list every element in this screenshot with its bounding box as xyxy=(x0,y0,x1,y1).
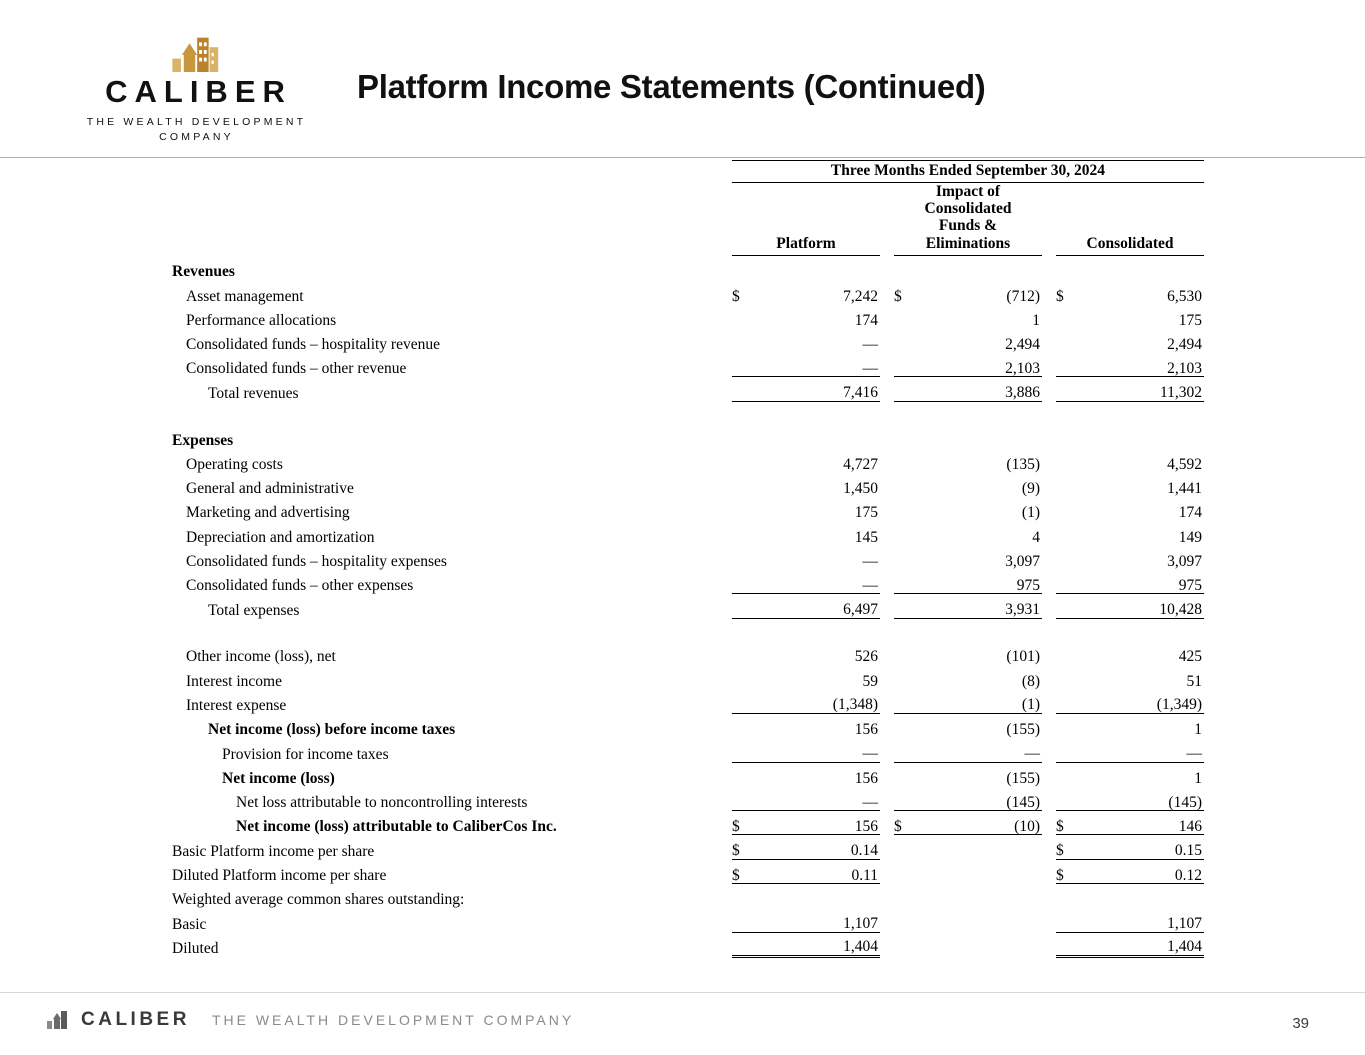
value-impact xyxy=(914,908,1042,932)
empty-cell xyxy=(894,521,914,545)
empty-cell xyxy=(1056,472,1076,496)
value-consolidated: 2,494 xyxy=(1167,336,1202,354)
empty-cell xyxy=(1042,908,1056,932)
value-platform: 526 xyxy=(854,648,878,666)
empty-cell xyxy=(880,762,894,786)
empty-cell xyxy=(1056,353,1076,377)
value-platform: 1,107 xyxy=(752,908,880,932)
value-impact: 2,103 xyxy=(914,353,1042,377)
empty-cell xyxy=(1056,497,1076,521)
empty-cell xyxy=(1042,689,1056,713)
value-impact: — xyxy=(914,738,1042,762)
row-label: Depreciation and amortization xyxy=(186,528,375,546)
empty-cell xyxy=(1056,594,1076,618)
value-platform: 0.14 xyxy=(752,835,880,859)
value-impact: (8) xyxy=(1021,672,1040,690)
empty-cell xyxy=(1056,689,1076,713)
value-platform: — xyxy=(752,786,880,810)
financial-table-container xyxy=(0,160,1365,993)
empty-cell xyxy=(1056,665,1076,689)
row-label: Consolidated funds – hospitality expenses xyxy=(186,553,447,570)
empty-cell xyxy=(1042,448,1056,472)
value-platform: 1,450 xyxy=(843,480,878,498)
empty-cell xyxy=(1042,762,1056,786)
column-header-impact-line3: Funds & xyxy=(938,217,998,235)
value-consolidated: (1,349) xyxy=(1076,689,1204,713)
empty-cell xyxy=(880,570,894,594)
value-impact: 3,886 xyxy=(914,377,1042,401)
value-consolidated: 3,097 xyxy=(1167,553,1202,570)
spacer-row xyxy=(172,401,1204,424)
value-consolidated: 10,428 xyxy=(1076,594,1204,618)
value-platform: — xyxy=(752,570,880,594)
empty-cell xyxy=(880,521,894,545)
empty-cell xyxy=(894,908,914,932)
table-row xyxy=(172,353,1204,377)
table-row-total xyxy=(172,377,1204,401)
row-label: Total revenues xyxy=(208,384,299,402)
empty-cell xyxy=(732,762,752,786)
value-platform: (1,348) xyxy=(752,689,880,713)
section-title-expenses: Expenses xyxy=(172,431,234,449)
empty-cell xyxy=(1042,280,1056,304)
empty-cell xyxy=(1042,328,1056,352)
empty-cell xyxy=(732,665,752,689)
value-consolidated: 175 xyxy=(1178,311,1202,329)
empty-cell xyxy=(1042,786,1056,810)
empty-cell xyxy=(880,908,894,932)
footer-branding xyxy=(45,1009,574,1031)
empty-cell xyxy=(880,665,894,689)
empty-cell xyxy=(880,835,894,859)
table-row-subtotal xyxy=(172,713,1204,737)
table-column-header-row xyxy=(172,182,1204,255)
empty-cell xyxy=(880,786,894,810)
value-consolidated: — xyxy=(1076,738,1204,762)
value-consolidated: 1 xyxy=(1194,769,1202,787)
empty-cell xyxy=(1042,497,1056,521)
empty-cell xyxy=(1056,738,1076,762)
value-impact: 1 xyxy=(1032,311,1040,329)
empty-cell xyxy=(1042,835,1056,859)
empty-cell xyxy=(880,738,894,762)
value-platform: — xyxy=(752,738,880,762)
row-label: Net loss attributable to noncontrolling interests xyxy=(236,794,528,812)
footer-brand: CALIBER xyxy=(81,1009,190,1030)
row-label: Diluted Platform income per share xyxy=(172,867,387,885)
empty-cell xyxy=(880,545,894,569)
empty-cell xyxy=(880,811,894,835)
empty-cell xyxy=(732,304,752,328)
value-platform: 156 xyxy=(854,769,878,787)
empty-cell xyxy=(732,353,752,377)
empty-cell xyxy=(894,353,914,377)
empty-cell xyxy=(894,786,914,810)
logo-wordmark: CALIBER xyxy=(105,74,292,109)
table-row xyxy=(172,786,1204,810)
empty-cell xyxy=(732,786,752,810)
spacer-row xyxy=(172,618,1204,641)
empty-cell xyxy=(1056,304,1076,328)
empty-cell xyxy=(880,641,894,665)
empty-cell xyxy=(1056,932,1076,956)
empty-cell xyxy=(1042,521,1056,545)
empty-cell xyxy=(732,594,752,618)
empty-cell xyxy=(894,713,914,737)
value-platform: 145 xyxy=(854,528,878,546)
value-consolidated: 149 xyxy=(1178,528,1202,546)
table-row xyxy=(172,448,1204,472)
empty-cell xyxy=(1042,472,1056,496)
empty-cell xyxy=(732,932,752,956)
empty-cell xyxy=(1056,545,1076,569)
empty-cell xyxy=(732,570,752,594)
row-label: Net income (loss) attributable to CaliberCos Inc. xyxy=(236,818,557,836)
value-platform: 175 xyxy=(854,504,878,522)
empty-cell xyxy=(1042,545,1056,569)
table-row xyxy=(172,280,1204,304)
empty-cell xyxy=(1056,570,1076,594)
empty-cell xyxy=(894,932,914,956)
row-label: Provision for income taxes xyxy=(222,745,389,763)
row-label: Net income (loss) xyxy=(222,769,335,787)
value-platform: — xyxy=(862,336,878,354)
value-impact xyxy=(914,932,1042,956)
empty-cell xyxy=(894,448,914,472)
table-row xyxy=(172,859,1204,883)
empty-cell xyxy=(1042,665,1056,689)
value-platform: 174 xyxy=(854,311,878,329)
empty-cell xyxy=(732,689,752,713)
empty-cell xyxy=(880,932,894,956)
empty-cell xyxy=(1056,377,1076,401)
empty-cell xyxy=(894,570,914,594)
building-logo-icon xyxy=(45,1010,71,1030)
empty-cell xyxy=(172,161,732,183)
table-row xyxy=(172,328,1204,352)
section-header-expenses xyxy=(172,424,1204,448)
currency-symbol: $ xyxy=(1056,811,1076,835)
empty-cell xyxy=(1042,182,1056,255)
row-label: Weighted average common shares outstanding: xyxy=(172,891,465,909)
column-header-impact-line2: Consolidated xyxy=(924,199,1012,217)
currency-symbol: $ xyxy=(732,811,752,835)
empty-cell xyxy=(1042,377,1056,401)
value-consolidated: 0.12 xyxy=(1076,859,1204,883)
value-consolidated: 2,103 xyxy=(1076,353,1204,377)
empty-cell xyxy=(894,641,914,665)
page-number: 39 xyxy=(1292,1015,1309,1032)
value-consolidated: 0.15 xyxy=(1076,835,1204,859)
value-impact: (145) xyxy=(914,786,1042,810)
currency-symbol: $ xyxy=(732,287,740,305)
row-label: Other income (loss), net xyxy=(186,648,336,666)
table-row xyxy=(172,932,1204,956)
value-impact: (1) xyxy=(1021,504,1040,522)
empty-cell xyxy=(732,255,1204,279)
value-impact xyxy=(914,859,1042,883)
empty-cell xyxy=(732,641,752,665)
empty-cell xyxy=(894,497,914,521)
value-impact: (9) xyxy=(1021,480,1040,498)
currency-symbol: $ xyxy=(1056,287,1064,305)
value-platform: 1,404 xyxy=(752,932,880,956)
currency-symbol: $ xyxy=(732,835,752,859)
value-impact: 3,097 xyxy=(1005,553,1040,570)
value-consolidated: (145) xyxy=(1076,786,1204,810)
value-platform: 156 xyxy=(854,721,878,739)
empty-cell xyxy=(1042,713,1056,737)
value-impact: (10) xyxy=(914,811,1042,835)
table-row xyxy=(172,545,1204,569)
empty-cell xyxy=(894,328,914,352)
table-row xyxy=(172,497,1204,521)
empty-cell xyxy=(732,521,752,545)
empty-cell xyxy=(732,884,1204,908)
row-label: Interest income xyxy=(186,672,282,690)
empty-cell xyxy=(1056,762,1076,786)
column-header-platform: Platform xyxy=(732,182,880,255)
empty-cell xyxy=(1056,908,1076,932)
footer-tagline: THE WEALTH DEVELOPMENT COMPANY xyxy=(211,1012,575,1028)
empty-cell xyxy=(732,497,752,521)
row-label: Operating costs xyxy=(186,455,283,473)
empty-cell xyxy=(732,328,752,352)
value-consolidated: 1,107 xyxy=(1076,908,1204,932)
value-impact: 975 xyxy=(914,570,1042,594)
row-label: Performance allocations xyxy=(186,311,337,329)
logo-tagline-line2: COMPANY xyxy=(159,131,234,143)
empty-cell xyxy=(1042,738,1056,762)
empty-cell xyxy=(894,304,914,328)
empty-cell xyxy=(894,665,914,689)
value-impact: (1) xyxy=(914,689,1042,713)
empty-cell xyxy=(880,497,894,521)
value-consolidated: 6,530 xyxy=(1167,287,1202,305)
empty-cell xyxy=(894,594,914,618)
empty-cell xyxy=(1042,859,1056,883)
empty-cell xyxy=(880,594,894,618)
value-platform: 4,727 xyxy=(843,455,878,473)
empty-cell xyxy=(880,448,894,472)
empty-cell xyxy=(172,401,1204,424)
value-impact: (155) xyxy=(1006,721,1040,739)
empty-cell xyxy=(880,689,894,713)
row-label: Net income (loss) before income taxes xyxy=(208,721,456,739)
column-header-impact xyxy=(894,182,1042,255)
empty-cell xyxy=(732,908,752,932)
value-consolidated: 146 xyxy=(1076,811,1204,835)
value-impact: (712) xyxy=(1006,287,1040,305)
empty-cell xyxy=(894,689,914,713)
value-impact xyxy=(914,835,1042,859)
empty-cell xyxy=(732,472,752,496)
platform-income-statement-table xyxy=(172,160,1204,958)
value-consolidated: 51 xyxy=(1186,672,1202,690)
currency-symbol: $ xyxy=(894,287,902,305)
value-consolidated: 1,441 xyxy=(1167,480,1202,498)
table-row xyxy=(172,689,1204,713)
value-consolidated: 1 xyxy=(1194,721,1202,739)
empty-cell xyxy=(1056,521,1076,545)
table-row xyxy=(172,641,1204,665)
table-row xyxy=(172,908,1204,932)
empty-cell xyxy=(880,353,894,377)
empty-cell xyxy=(880,859,894,883)
row-label: Marketing and advertising xyxy=(186,504,350,522)
value-impact: 2,494 xyxy=(1005,336,1040,354)
empty-cell xyxy=(1056,448,1076,472)
value-consolidated: 975 xyxy=(1076,570,1204,594)
table-row xyxy=(172,472,1204,496)
empty-cell xyxy=(1042,932,1056,956)
row-label: Consolidated funds – other expenses xyxy=(186,577,414,595)
empty-cell xyxy=(732,377,752,401)
table-row-total xyxy=(172,811,1204,835)
table-row xyxy=(172,738,1204,762)
empty-cell xyxy=(880,472,894,496)
row-label: General and administrative xyxy=(186,480,354,498)
empty-cell xyxy=(1056,786,1076,810)
empty-cell xyxy=(880,280,894,304)
empty-cell xyxy=(172,618,1204,641)
value-platform: 156 xyxy=(752,811,880,835)
empty-cell xyxy=(732,738,752,762)
value-impact: (155) xyxy=(1006,769,1040,787)
currency-symbol: $ xyxy=(894,811,914,835)
value-impact: 4 xyxy=(1032,528,1040,546)
value-platform: — xyxy=(752,353,880,377)
row-label: Total expenses xyxy=(208,601,300,619)
empty-cell xyxy=(880,182,894,255)
slide-footer xyxy=(0,992,1365,1055)
value-platform: 7,416 xyxy=(752,377,880,401)
header-divider xyxy=(0,157,1365,158)
value-consolidated: 425 xyxy=(1178,648,1202,666)
column-header-consolidated: Consolidated xyxy=(1056,182,1204,255)
currency-symbol: $ xyxy=(732,859,752,883)
column-header-impact-line1: Impact of xyxy=(935,182,1001,200)
period-header: Three Months Ended September 30, 2024 xyxy=(732,161,1204,183)
row-label: Diluted xyxy=(172,939,219,957)
logo-tagline-line1: THE WEALTH DEVELOPMENT xyxy=(86,116,307,128)
empty-cell xyxy=(1042,570,1056,594)
value-impact: (135) xyxy=(1006,455,1040,473)
table-period-header-row xyxy=(172,161,1204,183)
empty-cell xyxy=(894,835,914,859)
empty-cell xyxy=(894,738,914,762)
empty-cell xyxy=(732,545,752,569)
empty-cell xyxy=(1056,328,1076,352)
row-label: Consolidated funds – other revenue xyxy=(186,360,407,378)
currency-symbol: $ xyxy=(1056,835,1076,859)
value-consolidated: 1,404 xyxy=(1076,932,1204,956)
row-label: Basic Platform income per share xyxy=(172,842,375,860)
empty-cell xyxy=(1042,641,1056,665)
value-platform: 6,497 xyxy=(752,594,880,618)
table-row xyxy=(172,304,1204,328)
table-row xyxy=(172,835,1204,859)
value-impact: 3,931 xyxy=(914,594,1042,618)
caliber-logo xyxy=(50,30,340,143)
table-row-subtotal xyxy=(172,762,1204,786)
column-header-impact-line4: Eliminations xyxy=(925,234,1011,252)
empty-cell xyxy=(1042,811,1056,835)
value-platform: 7,242 xyxy=(843,287,878,305)
empty-cell xyxy=(732,713,752,737)
row-label: Basic xyxy=(172,915,207,933)
empty-cell xyxy=(894,762,914,786)
empty-cell xyxy=(172,182,732,255)
currency-symbol: $ xyxy=(1056,859,1076,883)
value-platform: — xyxy=(862,553,878,570)
value-consolidated: 174 xyxy=(1178,504,1202,522)
empty-cell xyxy=(880,713,894,737)
empty-cell xyxy=(894,545,914,569)
empty-cell xyxy=(880,328,894,352)
empty-cell xyxy=(894,472,914,496)
value-consolidated: 11,302 xyxy=(1076,377,1204,401)
table-row xyxy=(172,570,1204,594)
empty-cell xyxy=(1042,304,1056,328)
value-platform: 0.11 xyxy=(752,859,880,883)
building-logo-icon xyxy=(138,30,253,72)
row-label: Asset management xyxy=(186,287,304,305)
slide-header xyxy=(0,0,1365,158)
empty-cell xyxy=(894,377,914,401)
value-impact: (101) xyxy=(1006,648,1040,666)
empty-cell xyxy=(732,424,1204,448)
empty-cell xyxy=(1056,641,1076,665)
empty-cell xyxy=(732,448,752,472)
empty-cell xyxy=(1056,713,1076,737)
table-row xyxy=(172,884,1204,908)
value-platform: 59 xyxy=(862,672,878,690)
empty-cell xyxy=(880,377,894,401)
section-title-revenues: Revenues xyxy=(172,263,235,281)
empty-cell xyxy=(1042,594,1056,618)
empty-cell xyxy=(1042,353,1056,377)
page-title: Platform Income Statements (Continued) xyxy=(357,68,986,105)
table-row xyxy=(172,521,1204,545)
section-header-revenues xyxy=(172,255,1204,279)
table-row-total xyxy=(172,594,1204,618)
empty-cell xyxy=(894,859,914,883)
table-row xyxy=(172,665,1204,689)
row-label: Consolidated funds – hospitality revenue xyxy=(186,336,440,354)
value-consolidated: 4,592 xyxy=(1167,455,1202,473)
empty-cell xyxy=(880,304,894,328)
row-label: Interest expense xyxy=(186,696,287,714)
